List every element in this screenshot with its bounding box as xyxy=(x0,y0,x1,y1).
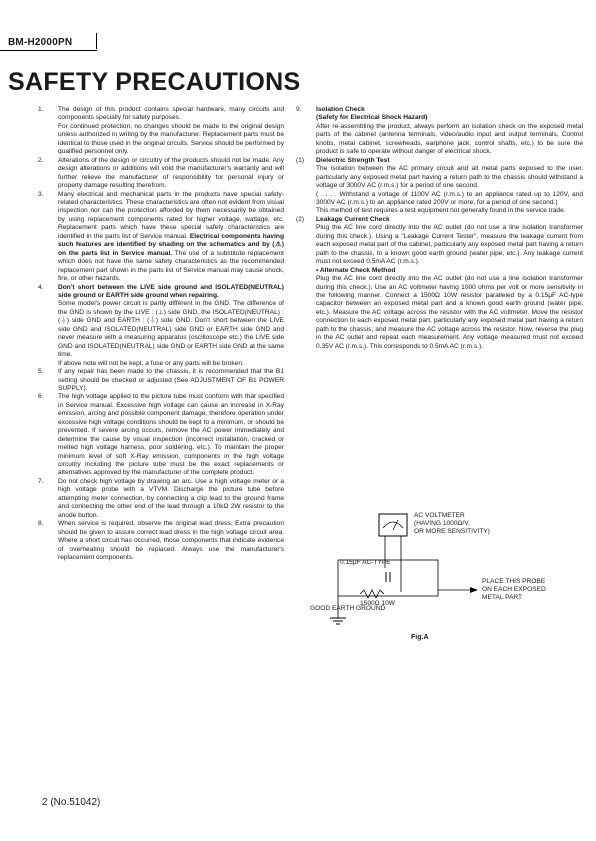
left-column xyxy=(38,106,284,562)
item-bold-text: Don't short between the LIVE side ground and ISOLATED(NEUTRAL) side ground or EARTH side ground when repairing. xyxy=(58,283,284,299)
item-text: ( . . . . Withstand a voltage of 1100V AC (r.m.s.) to an appliance rated up to 120V, and 3000V AC (r.m.s.) to an appliance rated 200V or more, for a period of one second.) xyxy=(316,190,583,206)
page-title: SAFETY PRECAUTIONS xyxy=(8,68,301,96)
precaution-item-5 xyxy=(38,368,284,393)
item-text: When service is required, observe the original lead dress. Extra precaution should be given to assure correct lead dress in the high voltage circuit area. Where a short circuit has occurred, those components that indicate evidence of overheating should be replaced. Always use the manufacturer's replacement components. xyxy=(58,520,284,562)
page-number: 2 (No.51042) xyxy=(42,797,101,808)
item-text: Plug the AC line cord directly into the AC outlet (do not use a line isolation transformer during this check.). Use an AC voltmeter having 1000 ohms per volt or more sensitivity in the following manner. Connect a 1500Ω 10W resistor paralleled by a 0.15μF AC-type capacitor between an exposed metal part and a known good earth ground (water pipe, etc.). Measure the AC voltage across the resistor with the AC voltmeter. Move the resistor connection to each exposed metal part, particularly any exposed metal part having a return path to the chassis, and measure the AC voltage across the resistor. Now, reverse the plug in the AC outlet and repeat each measurement. Any voltage measured must not exceed 0.35V AC (r.m.s.). This corresponds to 0.5mA AC (r.m.s.). xyxy=(316,275,583,350)
item-heading: Leakage Current Check xyxy=(316,215,390,223)
precaution-item-3 xyxy=(38,191,284,284)
item-number: 9. xyxy=(296,106,302,113)
item-number: 8. xyxy=(38,520,44,528)
voltmeter-icon xyxy=(379,514,407,536)
item-heading: Dielectric Strength Test xyxy=(316,156,390,164)
item-text: If any repair has been made to the chassis, it is recommended that the B1 setting should be checked or adjusted (See ADJUSTMENT OF B1 POWER SUPPLY). xyxy=(58,368,284,392)
precaution-item-7 xyxy=(38,478,284,520)
item-number: 4. xyxy=(38,283,44,291)
probe-label: PLACE THIS PROBE xyxy=(482,578,546,585)
item-text: Some model's power circuit is partly different in the GND. The difference of the GND is shown by the LIVE : (⊥) side GND, the ISOLATED(NEUTRAL) : (⏚) side GND and EARTH : (⏚) side GND. Don't short between the LIVE side GND and ISOLATED(NEUTRAL) side GND or EARTH side GND and never measure with a measuring apparatus (oscilloscope etc.) the LIVE side GND and ISOLATED(NEUTRAL) side GND or EARTH side GND at the same time. xyxy=(58,300,284,359)
item-text: For continued protection, no changes should be made to the original design unless authorized in writing by the manufacturer. Replacement parts must be identical to those used in the original circuits. Service should be performed by qualified personnel only. xyxy=(58,122,284,156)
dielectric-test xyxy=(296,157,583,216)
item-subheading: (Safety for Electrical Shock Hazard) xyxy=(316,114,428,122)
precaution-item-1 xyxy=(38,106,284,157)
item-number: 7. xyxy=(38,477,44,485)
item-text: If above note will not be kept, a fuse or any parts will be broken. xyxy=(58,359,244,367)
item-number: (1) xyxy=(296,156,305,164)
item-text: Many electrical and mechanical parts in the products have special safety-related characteristics. These characteristics are often not evident from visual inspection nor can the protection afforded by them necessarily be obtained by using replacement components rated for higher voltage, wattage, etc. Replacement parts which have these special safety characteristics are identified in the parts list of Service manual. xyxy=(58,190,284,240)
precaution-item-9 xyxy=(296,106,583,157)
item-text: This method of test requires a test equipment not generally found in the service trade. xyxy=(316,207,566,215)
item-heading: Isolation Check xyxy=(316,106,365,113)
item-text: Alterations of the design or circuitry of the products should not be made. Any design alterations or additions will void the manufacturer's warranty and will further relieve the manufacturer of responsibility for personal injury or property damage resulting therefrom. xyxy=(58,156,284,190)
capacitor-label: 0.15μF AC-TYPE xyxy=(340,559,391,566)
item-number: 1. xyxy=(38,106,44,113)
figure-a xyxy=(310,510,580,635)
header-rule xyxy=(96,33,97,49)
item-number: 6. xyxy=(38,393,44,401)
resistor-icon xyxy=(360,590,384,598)
precaution-item-4 xyxy=(38,284,284,369)
voltmeter-spec: (HAVING 1000Ω/V, xyxy=(414,520,470,527)
precaution-item-6 xyxy=(38,393,284,478)
probe-label: ON EACH EXPOSED xyxy=(482,586,546,593)
item-number: 3. xyxy=(38,190,44,198)
header-underline xyxy=(0,50,97,51)
right-column xyxy=(296,106,583,351)
item-text: The use of a substitute replacement which does not have the same safety characteristics as the recommended replacement part shown in the parts list of Service manual may cause shock, fire, or other hazards. xyxy=(58,249,284,283)
ground-label: GOOD EARTH GROUND xyxy=(310,605,386,612)
item-text: The design of this product contains special hardware, many circuits and components specially for safety purposes. xyxy=(58,106,284,122)
item-bold-text: Electrical components having such features are identified by shading on the schematics and by (⚠) on the parts list in Service manual. xyxy=(58,232,284,257)
item-text: The high voltage applied to the picture tube must conform with that specified in Service manual. Excessive high voltage can cause an increase in X-Ray emission, arcing and possible component damage, therefore operation under excessive high voltage conditions should be kept to a minimum, or should be prevented. If severe arcing occurs, remove the AC power immediately and determine the cause by visual inspection (incorrect installation, cracked or melted high voltage harness, poor soldering, etc.). To maintain the proper minimum level of soft X-Ray emission, components in the high voltage circuitry including the picture tube must be the exact replacements or alternatives approved by the manufacturer of the complete product. xyxy=(58,393,284,477)
voltmeter-label: AC VOLTMETER xyxy=(414,512,465,519)
voltmeter-spec: OR MORE SENSITIVITY) xyxy=(414,528,490,535)
item-heading: • Alternate Check Method xyxy=(316,266,396,274)
probe-icon xyxy=(470,587,478,593)
precaution-item-8 xyxy=(38,520,284,562)
resistor-label: 1500Ω 10W xyxy=(360,600,395,607)
item-text: After re-assembling the product, always perform an isolation check on the exposed metal parts of the cabinet (antenna terminals, video/audio input and output terminals, Control knobs, metal cabinet, screwheads, earphone jack, control shafts, etc.) to be sure the product is safe to operate without danger of electrical shock. xyxy=(316,122,583,156)
item-number: 5. xyxy=(38,368,44,376)
probe-label: METAL PART xyxy=(482,594,523,601)
precaution-item-2 xyxy=(38,157,284,191)
leakage-check xyxy=(296,216,583,351)
item-text: The isolation between the AC primary circuit and all metal parts exposed to the user, particularly any exposed metal part having a return path to the chassis should withstand a voltage of 3000V AC (r.m.s.) for a period of one second. xyxy=(316,165,583,190)
figure-caption: Fig.A xyxy=(411,634,429,641)
item-number: 2. xyxy=(38,156,44,164)
item-number: (2) xyxy=(296,215,305,223)
model-number: BM-H2000PN xyxy=(8,37,73,48)
item-text: Do not check high voltage by drawing an arc. Use a high voltage meter or a high voltage probe with a VTVM. Discharge the picture tube before attempting meter connection, by connecting a clip lead to the ground frame and connecting the other end of the lead through a 10kΩ 2W resistor to the anode button. xyxy=(58,477,284,519)
item-text: Plug the AC line cord directly into the AC outlet (do not use a line isolation transformer during this check.). Using a "Leakage Current Tester", measure the leakage current from each exposed metal part of the cabinet, particularly any exposed metal part having a return path to the chassis, to a known good earth ground (water pipe, etc.). Any leakage current must not exceed 0.5mA AC (r.m.s.). xyxy=(316,224,583,266)
